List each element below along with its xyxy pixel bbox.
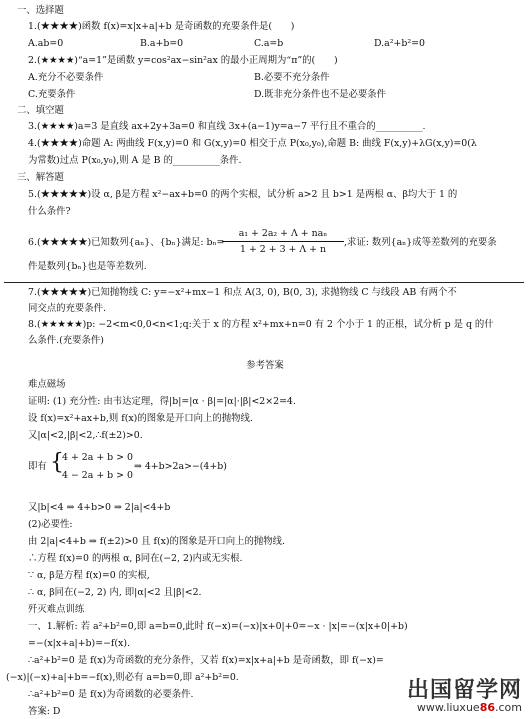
section-heading: 一、选择题 — [17, 5, 64, 16]
divider — [4, 282, 524, 283]
system-eq-bottom: 4 − 2a + b > 0 — [62, 470, 133, 481]
answer-line: =−(x|x+a|+b)=−f(x). — [28, 638, 130, 649]
answer-line: 一、1.解析: 若 a²+b²=0,即 a=b=0,此时 f(−x)=(−x)|x+0|+0=−x · |x|=−(x|x+0|+b) — [28, 621, 408, 632]
question-7-cont: 同交点的充要条件. — [28, 303, 106, 314]
answer-line: 即有 — [28, 461, 47, 472]
watermark — [407, 680, 522, 713]
question-8: 8.(★★★★★)p: −2<m<0,0<n<1;q:关于 x 的方程 x²+mx+n=0 有 2 个小于 1 的正根，试分析 p 是 q 的什 — [28, 319, 494, 330]
answer-line: ∴方程 f(x)=0 的两根 α, β同在(−2, 2)内或无实根. — [28, 553, 243, 564]
option-a: A.充分不必要条件 — [28, 72, 104, 83]
section-heading: 二、填空题 — [17, 105, 64, 116]
question-7: 7.(★★★★★)已知抛物线 C: y=−x²+mx−1 和点 A(3, 0), B(0, 3), 求抛物线 C 与线段 AB 有两个不 — [28, 287, 457, 298]
option-d: D.既非充分条件也不是必要条件 — [254, 89, 387, 100]
fraction-numerator: a₁ + 2a₂ + Λ + naₙ — [238, 228, 328, 239]
answer-line: 又|b|<4 ⇒ 4+b>0 ⇒ 2|a|<4+b — [28, 502, 171, 513]
question-5: 5.(★★★★★)设 α, β是方程 x²−ax+b=0 的两个实根，试分析 a>2 且 b>1 是两根 α、β均大于 1 的 — [28, 189, 458, 200]
watermark-url: www.liuxue86.com — [416, 701, 522, 714]
answer-line: ⇒ 4+b>2a>−(4+b) — [134, 461, 227, 472]
question-4: 4.(★★★★)命题 A: 两曲线 F(x,y)=0 和 G(x,y)=0 相交于点 P(x₀,y₀),命题 B: 曲线 F(x,y)+λG(x,y)=0(λ — [28, 138, 477, 149]
answer-line: 难点磁场 — [28, 379, 66, 390]
answer-line: 证明: (1) 充分性: 由韦达定理，得|b|=|α · β|=|α|·|β|<2×2=4. — [28, 396, 296, 407]
fraction-bar — [222, 241, 344, 242]
question-6: 6.(★★★★★)已知数列{aₙ}、{bₙ}满足: bₙ= — [28, 237, 225, 248]
question-1: 1.(★★★★)函数 f(x)=x|x+a|+b 是奇函数的充要条件是( ) — [28, 21, 295, 32]
option-d: D.a²+b²=0 — [374, 38, 425, 49]
question-6-cont: 件是数列{bₙ}也是等差数列. — [28, 261, 147, 272]
answer-line: ∴ α, β同在(−2, 2) 内, 即|α|<2 且|β|<2. — [28, 587, 202, 598]
answer-line: 设 f(x)=x²+ax+b,则 f(x)的图象是开口向上的抛物线. — [28, 413, 253, 424]
option-b: B.必要不充分条件 — [254, 72, 330, 83]
answer-line: (2)必要性: — [28, 519, 73, 530]
answers-title: 参考答案 — [246, 360, 284, 371]
answer-line: 由 2|a|<4+b ⇒ f(±2)>0 且 f(x)的图象是开口向上的抛物线. — [28, 536, 286, 547]
answer-line: ∵ α, β是方程 f(x)=0 的实根, — [28, 570, 150, 581]
option-b: B.a+b=0 — [140, 38, 184, 49]
option-c: C.a=b — [254, 38, 284, 49]
answer-line: (−x)|(−x)+a|+b=−f(x),则必有 a=b=0,即 a²+b²=0. — [6, 672, 239, 683]
question-6-tail: ,求证: 数列{aₙ}成等差数列的充要条 — [344, 237, 497, 248]
option-c: C.充要条件 — [28, 89, 76, 100]
option-a: A.ab=0 — [28, 38, 64, 49]
question-4-cont: 为常数)过点 P(x₀,y₀),则 A 是 B 的__________条件. — [28, 155, 242, 166]
answer-line: 歼灭难点训练 — [28, 604, 85, 615]
answer-line: 答案: D — [28, 706, 61, 717]
section-heading: 三、解答题 — [17, 172, 64, 183]
question-2: 2.(★★★★)“a=1”是函数 y=cos²ax−sin²ax 的最小正周期为“π”的( ) — [28, 55, 338, 66]
question-8-cont: 么条件.(充要条件) — [28, 335, 104, 346]
question-3: 3.(★★★★)a=3 是直线 ax+2y+3a=0 和直线 3x+(a−1)y=a−7 平行且不重合的__________. — [28, 121, 426, 132]
left-brace: { — [50, 450, 64, 475]
watermark-name: 出国留学网 — [406, 678, 522, 703]
system-eq-top: 4 + 2a + b > 0 — [62, 452, 133, 463]
question-5-cont: 什么条件? — [28, 206, 71, 217]
fraction-denominator: 1 + 2 + 3 + Λ + n — [240, 244, 326, 255]
answer-line: 又|α|<2,|β|<2,∴f(±2)>0. — [28, 430, 143, 441]
answer-line: ∴a²+b²=0 是 f(x)为奇函数的充分条件，又若 f(x)=x|x+a|+b 是奇函数，即 f(−x)= — [28, 655, 384, 666]
answer-line: ∴a²+b²=0 是 f(x)为奇函数的必要条件. — [28, 689, 194, 700]
